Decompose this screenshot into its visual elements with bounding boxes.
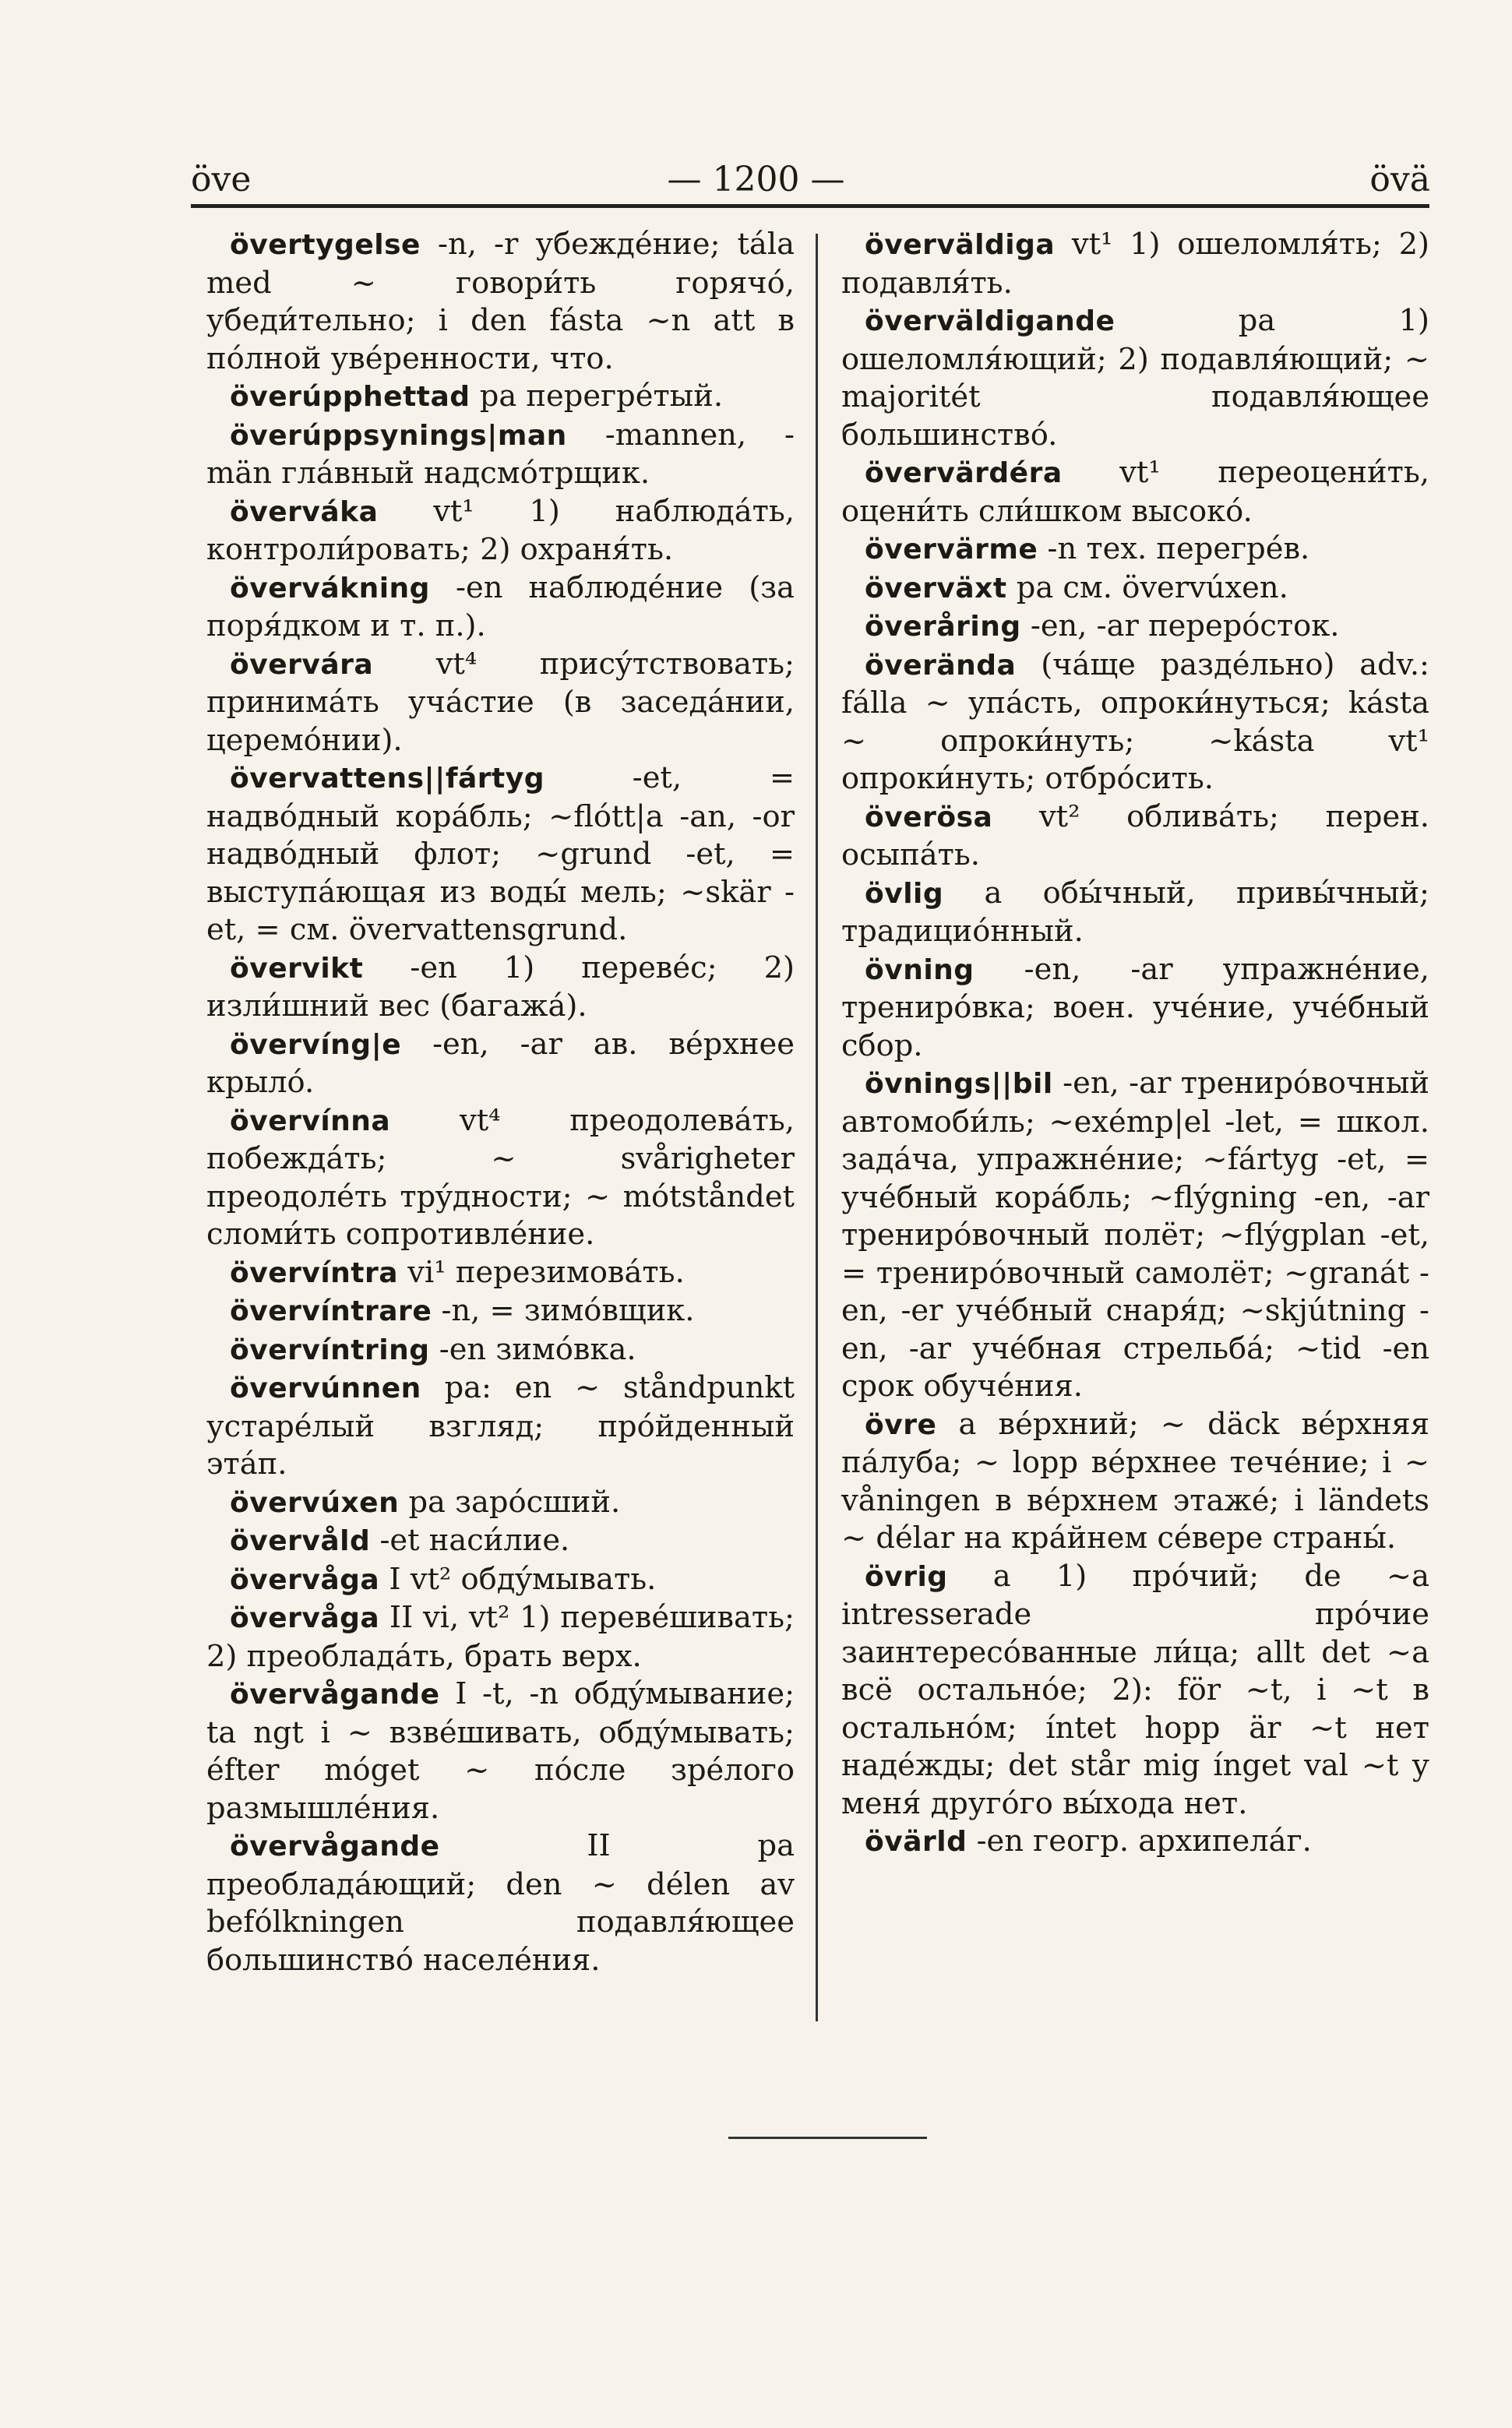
dictionary-entry xyxy=(206,1522,795,1561)
entry-headword: överváka xyxy=(230,495,379,528)
entry-definition: vt¹ 1) наблюдáть, контроли́ровать; 2) охраня́ть. xyxy=(206,493,795,567)
entry-definition: -en 1) перевéс; 2) изли́шний вес (багажá). xyxy=(206,950,795,1024)
entry-definition: -en, -ar тренирóвочный автомоби́ль; ~exémp|el -let, = школ. задáча, упражнéние; ~fártyg -et, = учéбный корáбль; ~flýgning -en, -ar тренирóвочный полёт; ~flýgplan -et, = тренирóвочный самолёт; ~granát -en, -er учéбный снаря́д; ~skjútning -en, -ar учéбная стрельбá; ~tid -en срок обучéния. xyxy=(841,1066,1429,1404)
entry-headword: övervågande xyxy=(230,1679,440,1711)
entry-headword: övärld xyxy=(865,1826,967,1858)
entry-headword: övervínna xyxy=(230,1105,391,1137)
entry-headword: överúppsynings|man xyxy=(230,419,567,452)
entry-definition: vi¹ перезимовáть. xyxy=(398,1254,685,1290)
entry-definition: (чáще раздéльно) adv.: fálla ~ упáсть, опроки́нуться; kásta ~ опроки́нуть; ~kásta vt¹ опроки́нуть; отбрóсить. xyxy=(841,647,1429,796)
entry-headword: övlig xyxy=(865,877,944,910)
entry-definition: pa зарóсший. xyxy=(399,1484,621,1520)
entry-headword: övervíntra xyxy=(230,1256,399,1289)
running-head-left: öve xyxy=(191,160,252,199)
entry-definition: -en наблюдéние (за поря́дком и т. п.). xyxy=(206,569,795,643)
footer-rule xyxy=(728,2137,927,2139)
entry-headword: övervúnnen xyxy=(230,1373,421,1404)
entry-definition: pa см. övervúxen. xyxy=(1006,569,1288,605)
entry-headword: övervíntring xyxy=(230,1334,430,1366)
entry-headword: övervärdéra xyxy=(865,457,1063,489)
entry-headword: övre xyxy=(865,1408,937,1441)
dictionary-entry xyxy=(206,646,795,760)
entry-definition: II pa преоблада́ющий; den ~ délen av befólkningen подавля́ющее большинствó населéния. xyxy=(206,1828,795,1978)
entry-definition: -en геогр. архипелáг. xyxy=(967,1824,1312,1859)
entry-headword: övning xyxy=(865,953,975,986)
entry-definition: pa перегрéтый. xyxy=(470,379,724,414)
entry-definition: II vi, vt² 1) перевéшивать; 2) преобладáть, брать верх. xyxy=(206,1600,795,1674)
dictionary-entry xyxy=(841,647,1429,798)
entry-definition: -en зимóвка. xyxy=(429,1331,636,1367)
entry-headword: övervåga xyxy=(230,1602,380,1634)
dictionary-entry xyxy=(841,569,1429,608)
dictionary-entry xyxy=(206,1369,795,1484)
entry-headword: överväxt xyxy=(865,572,1007,604)
dictionary-entry xyxy=(206,1676,795,1827)
dictionary-entry xyxy=(841,530,1429,569)
entry-definition: vt¹ 1) ошеломля́ть; 2) подавля́ть. xyxy=(841,227,1429,301)
entry-definition: pa: en ~ ståndpunkt устарéлый взгляд; прóйденный этáп. xyxy=(206,1370,795,1482)
dictionary-entry xyxy=(206,1484,795,1523)
dictionary-entry xyxy=(841,951,1429,1066)
dictionary-entry xyxy=(206,1827,795,1979)
entry-definition: pa 1) ошеломля́ющий; 2) подавля́ющий; ~ majoritét подавля́ющее большинствó. xyxy=(841,303,1429,453)
dictionary-entry xyxy=(206,226,795,378)
dictionary-entry xyxy=(841,454,1429,530)
entry-definition: -n, -r убеждéние; tála med ~ говори́ть горячó, убеди́тельно; i den fásta ~n att в пóлной увéренности, что. xyxy=(206,227,795,376)
entry-headword: övnings||bil xyxy=(865,1068,1053,1100)
running-head-right: övä xyxy=(1369,160,1430,199)
entry-definition: -en, -ar перерóсток. xyxy=(1020,608,1340,643)
entry-definition: I -t, -n обдýмывание; ta ngt i ~ взвéшивать, обдýмывать; éfter móget ~ пóсле зрéлого размышлéния. xyxy=(206,1676,795,1826)
entry-headword: övervákning xyxy=(230,572,430,604)
entry-headword: övrig xyxy=(865,1560,948,1593)
entry-headword: övervíntrare xyxy=(230,1295,432,1327)
entry-definition: -et наси́лие. xyxy=(370,1523,570,1558)
entry-definition: a 1) прóчий; de ~a intresserade прóчие заинтересóванные ли́ца; allt det ~a всё остальнóе; 2): för ~t, i ~t в остальнóм; íntet hopp är ~t нет надéжды; det står mig ínget val ~t у меня́ другóго вы́хода нет. xyxy=(841,1558,1429,1821)
entry-definition: -n тех. перегрéв. xyxy=(1038,531,1310,566)
dictionary-entry xyxy=(841,1406,1429,1558)
dictionary-entry xyxy=(206,1561,795,1600)
entry-definition: vt⁴ присýтствовать; принимáть учáстие (в заседáнии, церемóнии). xyxy=(206,646,795,758)
dictionary-entry xyxy=(206,569,795,646)
entry-definition: -mannen, -män глáвный надсмóтрщик. xyxy=(206,417,795,491)
right-column xyxy=(841,226,1429,1862)
dictionary-entry xyxy=(206,378,795,417)
header-rule xyxy=(191,204,1429,208)
dictionary-entry xyxy=(206,1026,795,1102)
entry-headword: övervattens||fártyg xyxy=(230,763,545,795)
entry-definition: a вéрхний; ~ däck вéрхняя пáлуба; ~ lopp вéрхнее течéние; i ~ våningen в вéрхнем этажé; i ländets ~ délar на крáйнем сéвере страны́. xyxy=(841,1406,1429,1556)
entry-headword: övervíng|e xyxy=(230,1028,402,1061)
dictionary-entry xyxy=(841,1823,1429,1862)
entry-headword: överväldigande xyxy=(865,305,1115,337)
dictionary-entry xyxy=(206,1292,795,1331)
dictionary-entry xyxy=(841,302,1429,454)
dictionary-entry xyxy=(206,417,795,493)
left-column xyxy=(206,226,795,1979)
entry-headword: överända xyxy=(865,649,1017,682)
entry-definition: vt⁴ преодолевáть, побеждáть; ~ svårigheter преодолéть трýдности; ~ mótståndet сломи́ть сопротивлéние. xyxy=(206,1102,795,1252)
entry-headword: överväldiga xyxy=(865,229,1056,261)
entry-headword: övervåga xyxy=(230,1563,380,1596)
entry-definition: -et, = надвóдный корáбль; ~flótt|a -an, -or надвóдный флот; ~grund -et, = выступáющая из воды́ мель; ~skär -et, = см. övervattensgrund. xyxy=(206,760,795,947)
entry-definition: -en, -ar ав. вéрхнее крылó. xyxy=(206,1026,795,1100)
dictionary-entry xyxy=(206,759,795,950)
entry-headword: överúpphettad xyxy=(230,381,471,413)
entry-definition: -n, = зимóвщик. xyxy=(432,1293,695,1328)
entry-headword: övervikt xyxy=(230,952,364,985)
entry-definition: -en, -ar упражнéние, тренирóвка; воен. учéние, учéбный сбор. xyxy=(841,951,1429,1063)
entry-headword: övervúxen xyxy=(230,1486,400,1519)
dictionary-entry xyxy=(841,1558,1429,1824)
dictionary-entry xyxy=(841,798,1429,875)
entry-definition: a обы́чный, привы́чный; традициóнный. xyxy=(841,875,1429,949)
dictionary-entry xyxy=(206,1599,795,1676)
dictionary-entry xyxy=(841,608,1429,647)
entry-headword: övervågande xyxy=(230,1831,440,1862)
entry-definition: vt¹ переоцени́ть, оцени́ть сли́шком высокó. xyxy=(841,455,1429,529)
column-divider xyxy=(816,234,818,2021)
dictionary-entry xyxy=(206,493,795,569)
dictionary-entry xyxy=(841,1065,1429,1406)
entry-headword: övervåld xyxy=(230,1525,371,1557)
dictionary-entry xyxy=(841,226,1429,302)
dictionary-entry xyxy=(206,950,795,1026)
entry-headword: övervára xyxy=(230,648,374,681)
dictionary-entry xyxy=(206,1254,795,1293)
page-number: — 1200 — xyxy=(667,160,845,199)
entry-definition: vt² обливáть; перен. осыпáть. xyxy=(841,798,1429,872)
dictionary-entry xyxy=(206,1331,795,1370)
entry-headword: övertygelse xyxy=(230,229,421,261)
dictionary-entry xyxy=(206,1102,795,1254)
entry-headword: övervärme xyxy=(865,534,1038,566)
entry-headword: överösa xyxy=(865,801,993,833)
dictionary-entry xyxy=(841,875,1429,951)
entry-definition: I vt² обдýмывать. xyxy=(379,1561,657,1597)
entry-headword: överåring xyxy=(865,611,1021,643)
